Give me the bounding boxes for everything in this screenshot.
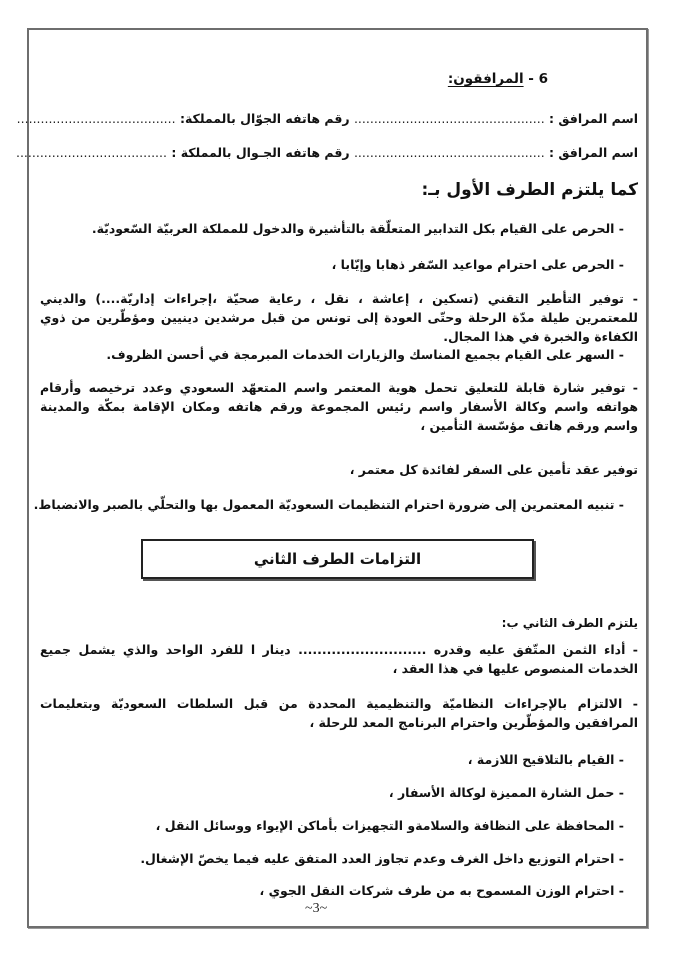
second-party-title: التزامات الطرف الثاني (253, 550, 422, 568)
companion-name-field[interactable]: ................................................ (353, 111, 545, 126)
section-number: 6 - (528, 71, 548, 87)
page-number: ~3~ (305, 901, 328, 916)
section-title: المرافقون: (447, 71, 524, 87)
companion-name-field[interactable]: ................................................ (353, 145, 545, 160)
second-party-item: - حمل الشارة المميزة لوكالة الأسفار ، (388, 785, 624, 800)
first-party-item: - السهر على القيام بجميع المناسك والزيارات الخدمات المبرمجة في أحسن الظروف. (106, 347, 624, 362)
first-party-item: - تنبيه المعتمرين إلى ضرورة احترام التنظيمات السعوديّة المعمول بها والتحلّي بالصبر والانضباط. (33, 497, 624, 512)
companion-phone-field[interactable]: ...................................... (15, 145, 167, 160)
companion-name-label: اسم المرافق : (549, 111, 638, 126)
first-party-item: - الحرص على احترام مواعيد السّفر ذهابا وإيّابا ، (331, 257, 624, 272)
companion-phone-label: رقم هاتفه الجوّال بالمملكة: (179, 111, 350, 126)
companion-row (15, 145, 638, 160)
second-party-title-box (141, 539, 534, 579)
companion-phone-label: رقم هاتفه الجـوال بالمملكة : (171, 145, 350, 160)
second-party-item: - المحافظة على النظافة والسلامةو التجهيزات بأماكن الإيواء ووسائل النقل ، (155, 818, 624, 833)
first-party-item: - الحرص على القيام بكل التدابير المتعلّقة بالتأشيرة والدخول للمملكة العربيّة السّعوديّة. (91, 221, 624, 236)
second-party-item: - احترام التوزيع داخل الغرف وعدم تجاوز العدد المتفق عليه فيما يخصّ الإشغال. (140, 851, 624, 866)
first-party-heading: كما يلتزم الطرف الأول بـ: (421, 180, 638, 200)
first-party-item: توفير عقد تأمين على السفر لفائدة كل معتمر ، (349, 462, 638, 477)
second-party-intro: يلتزم الطرف الثاني ب: (501, 616, 638, 630)
first-party-item: - توفير شارة قابلة للتعليق تحمل هوية المعتمر واسم المتعهّد السعودي وعدد ترخيصه وأرقام هواتفه واسم وكالة الأسفار واسم رئيس المجموعة ورقم هاتفه ومكان الإقامة بمكّة والمدينة واسم ورقم هاتف مؤسّسة التأمين ، (40, 380, 638, 433)
second-party-item: - احترام الوزن المسموح به من طرف شركات النقل الجوي ، (259, 883, 624, 898)
section-heading-companions (40, 71, 638, 87)
companion-phone-field[interactable]: ........................................ (16, 111, 176, 126)
first-party-item: - توفير التأطير التقني (تسكين ، إعاشة ، نقل ، رعاية صحيّة ،إجراءات إداريّة....) والديني للمعتمرين طيلة مدّة الرحلة وحتّى العودة إلى تونس من قبل مرشدين دينيين ومؤطّرين من ذوي الكفاءة والخبرة في هذا المجال. (40, 291, 638, 344)
second-party-item: - الالتزام بالإجراءات النظاميّة والتنظيمية المحددة من قبل السلطات السعوديّة وبتعليمات المرافقين والمؤطّرين واحترام البرنامج المعد للرحلة ، (40, 696, 638, 730)
second-party-item: - أداء الثمن المتّفق عليه وقدره ........................... دينار ا للفرد الواحد والذي يشمل جميع الخدمات المنصوص عليها في هذا العقد ، (40, 642, 638, 676)
companion-row (16, 111, 638, 126)
second-party-item: - القيام بالتلاقيح اللازمة ، (467, 752, 624, 767)
companion-name-label: اسم المرافق : (549, 145, 638, 160)
